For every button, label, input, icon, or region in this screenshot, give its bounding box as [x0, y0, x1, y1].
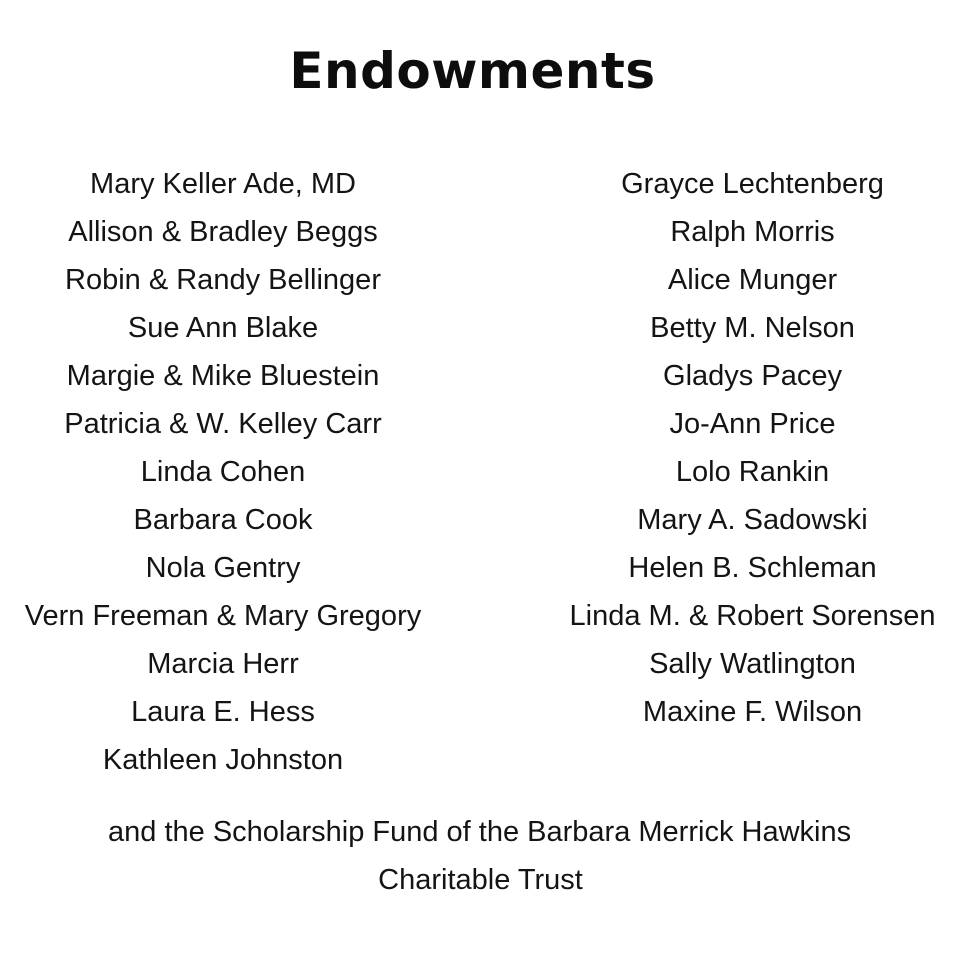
donor-list-right [540, 160, 965, 736]
donor-name: Helen B. Schleman [628, 552, 877, 584]
donor-list-left [0, 160, 446, 784]
donor-name: Marcia Herr [147, 648, 299, 680]
donor-name: Linda M. & Robert Sorensen [569, 600, 936, 632]
donor-name: Laura E. Hess [131, 696, 315, 728]
donor-name: Mary Keller Ade, MD [90, 168, 356, 200]
page-title: Endowments [289, 42, 656, 100]
donor-name: Barbara Cook [133, 504, 313, 536]
donor-name: Sally Watlington [649, 648, 856, 680]
donor-name: Grayce Lechtenberg [621, 168, 884, 200]
donor-name: Linda Cohen [140, 456, 306, 488]
donor-name: Gladys Pacey [663, 360, 842, 392]
donor-name: Patricia & W. Kelley Carr [64, 408, 382, 440]
donor-name: Vern Freeman & Mary Gregory [24, 600, 422, 632]
donor-name: Mary A. Sadowski [637, 504, 868, 536]
donor-name: Sue Ann Blake [127, 312, 319, 344]
footer-line: and the Scholarship Fund of the Barbara Merrick Hawkins [108, 816, 852, 848]
donor-name: Margie & Mike Bluestein [66, 360, 380, 392]
donor-name: Robin & Randy Bellinger [65, 264, 381, 296]
scholarship-fund-note [0, 808, 967, 904]
donor-name: Maxine F. Wilson [642, 696, 863, 728]
donor-name: Alice Munger [667, 264, 838, 296]
donor-name: Nola Gentry [145, 552, 301, 584]
donor-name: Ralph Morris [670, 216, 835, 248]
donor-name: Lolo Rankin [675, 456, 830, 488]
donor-name: Betty M. Nelson [650, 312, 855, 344]
footer-line: Charitable Trust [378, 864, 583, 896]
donor-name: Allison & Bradley Beggs [68, 216, 378, 248]
donor-name: Kathleen Johnston [102, 744, 344, 776]
donor-name: Jo-Ann Price [669, 408, 836, 440]
